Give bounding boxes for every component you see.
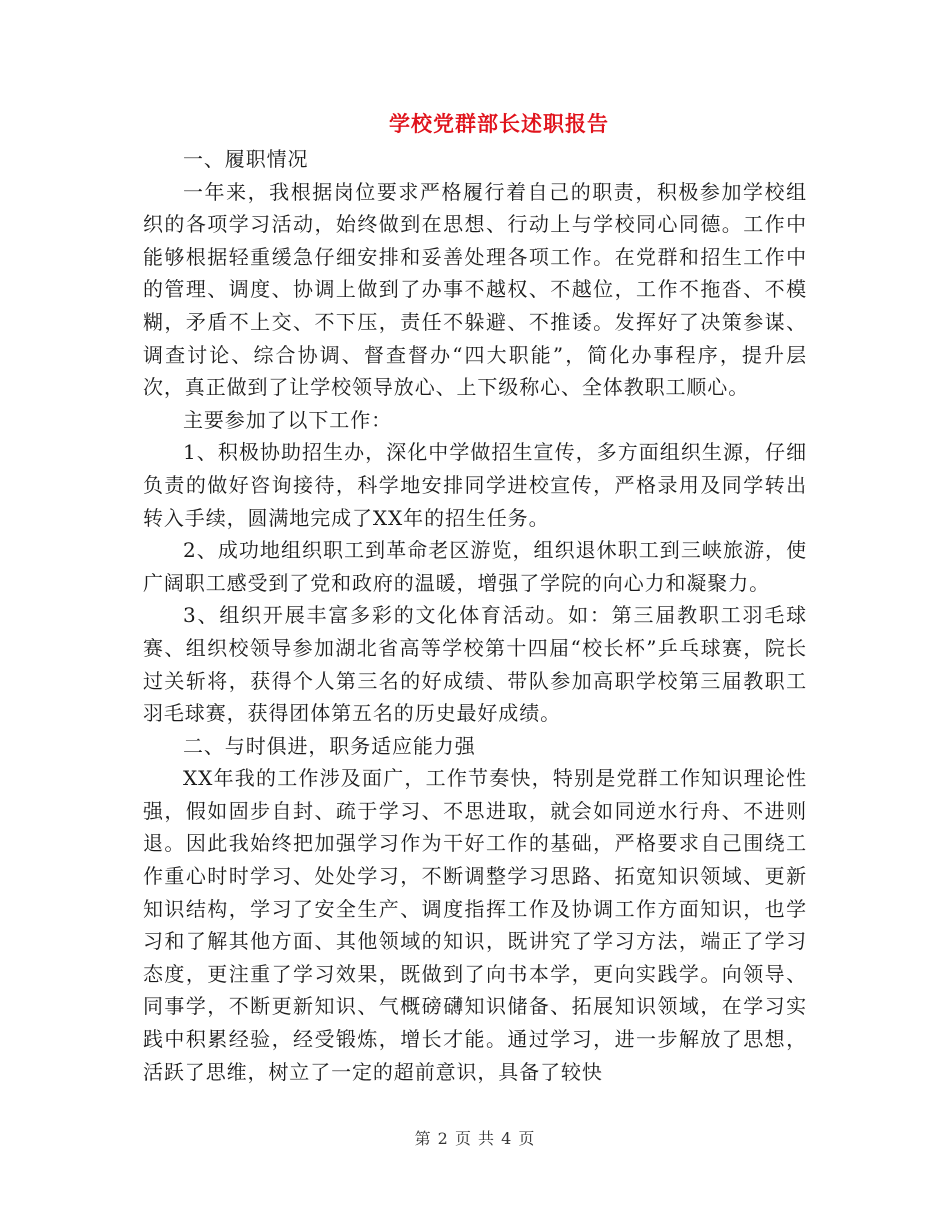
document-title: 学校党群部长述职报告 [389, 111, 609, 136]
paragraph: 2、成功地组织职工到革命老区游览，组织退休职工到三峡旅游，使广阔职工感受到了党和政府的温暖，增强了学院的向心力和凝聚力。 [143, 538, 807, 595]
page-number-footer: 第 2 页 共 4 页 [414, 1129, 536, 1148]
paragraph: XX年我的工作涉及面广，工作节奏快，特别是党群工作知识理论性强，假如固步自封、疏于学习、不思进取，就会如同逆水行舟、不进则退。因此我始终把加强学习作为干好工作的基础，严格要求自己围绕工作重心时时学习、处处学习，不断调整学习思路、拓宽知识领域、更新知识结构，学习了安全生产、调度指挥工作及协调工作方面知识，也学习和了解其他方面、其他领域的知识，既讲究了学习方法，端正了学习态度，更注重了学习效果，既做到了向书本学，更向实践学。向领导、同事学，不断更新知识、气概磅礴知识储备、拓展知识领域，在学习实践中积累经验，经受锻炼，增长才能。通过学习，进一步解放了思想，活跃了思维，树立了一定的超前意识，具备了较快 [143, 766, 807, 1084]
paragraph: 3、组织开展丰富多彩的文化体育活动。如：第三届教职工羽毛球赛、组织校领导参加湖北省高等学校第十四届“校长杯”乒乓球赛，院长过关斩将，获得个人第三名的好成绩、带队参加高职学校第三届教职工羽毛球赛，获得团体第五名的历史最好成绩。 [143, 603, 807, 726]
paragraph: 一年来，我根据岗位要求严格履行着自己的职责，积极参加学校组织的各项学习活动，始终做到在思想、行动上与学校同心同德。工作中能够根据轻重缓急仔细安排和妥善处理各项工作。在党群和招生工作中的管理、调度、协调上做到了办事不越权、不越位，工作不拖沓、不模糊，矛盾不上交、不下压，责任不躲避、不推诿。发挥好了决策参谋、调查讨论、综合协调、督查督办“四大职能”，简化办事程序，提升层次，真正做到了让学校领导放心、上下级称心、全体教职工顺心。 [143, 179, 807, 400]
document-body [143, 143, 807, 1088]
section-heading-1: 一、履职情况 [183, 147, 309, 171]
section-heading-2: 二、与时俱进，职务适应能力强 [183, 733, 476, 758]
paragraph: 主要参加了以下工作： [183, 407, 392, 432]
paragraph: 1、积极协助招生办，深化中学做招生宣传，多方面组织生源，仔细负责的做好咨询接待，科学地安排同学进校宣传，严格录用及同学转出转入手续，圆满地完成了XX年的招生任务。 [143, 440, 807, 530]
